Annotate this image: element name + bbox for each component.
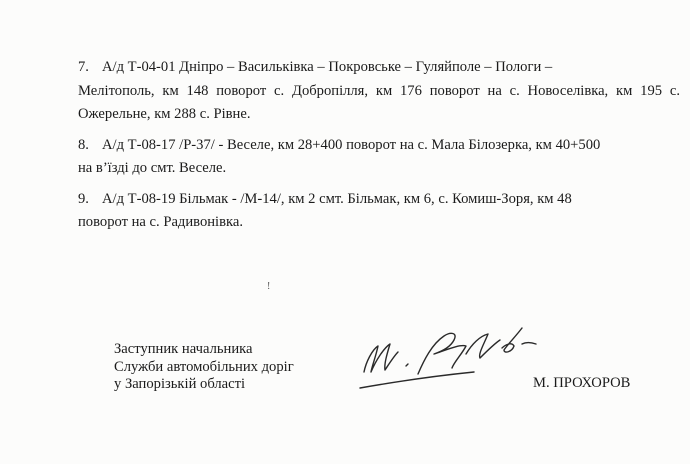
signatory-title-line: у Запорізькій області: [114, 376, 246, 392]
item-number: 8.: [78, 136, 89, 153]
signatory-title-line: Служби автомобільних доріг: [114, 358, 294, 375]
item-text-continuation: Мелітополь, км 148 поворот с. Добропілля, км 176 поворот на с. Новоселівка, км 195 с. Ожерельне, км 288 с. Рівне.: [78, 82, 680, 122]
item-number: 9.: [78, 190, 89, 207]
list-item: [78, 134, 680, 181]
signatory-title: [114, 341, 294, 394]
signatory-title-line: Заступник начальника: [114, 341, 253, 357]
item-text-first-line: А/д Т-08-17 /Р-37/ - Веселе, км 28+400 поворот на с. Мала Білозерка, км 40+500: [102, 136, 601, 153]
item-text-first-line: А/д Т-08-19 Більмак - /М-14/, км 2 смт. Більмак, км 6, с. Комиш-Зоря, км 48: [102, 190, 572, 207]
road-list: [78, 56, 680, 242]
signatory-name: М. ПРОХОРОВ: [533, 375, 631, 391]
list-item: [78, 188, 680, 235]
item-number: 7.: [78, 59, 89, 75]
item-text-first-line: А/д Т-04-01 Дніпро – Васильківка – Покровське – Гуляйполе – Пологи –: [102, 59, 553, 75]
stray-mark: !: [267, 281, 271, 292]
item-text-continuation: на в’їзді до смт. Веселе.: [78, 160, 227, 176]
list-item: [78, 56, 680, 127]
handwritten-signature-icon: [354, 314, 554, 404]
item-text-continuation: поворот на с. Радивонівка.: [78, 214, 243, 230]
